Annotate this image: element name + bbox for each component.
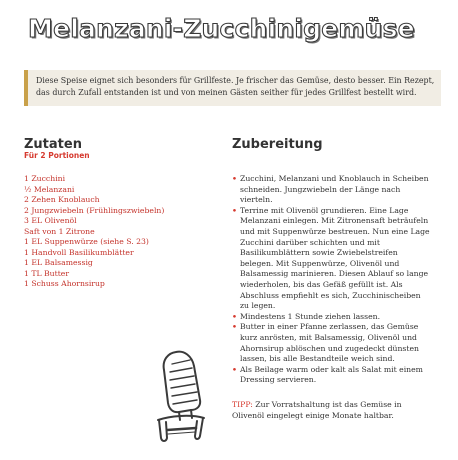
list-item: • Zucchini, Melanzani und Knoblauch in Scheiben schneiden. Jungzwiebeln der Länge nach vierteln. bbox=[232, 174, 432, 206]
tip-text: Zur Vorratshaltung ist das Gemüse in Olivenöl eingelegt einige Monate haltbar. bbox=[232, 400, 402, 420]
list-item: ½ Melanzani bbox=[24, 184, 75, 194]
list-item: 3 EL Olivenöl bbox=[24, 216, 77, 225]
list-item: 1 EL Suppenwürze (siehe S. 23) bbox=[24, 237, 149, 246]
list-item: • Mindestens 1 Stunde ziehen lassen. bbox=[232, 312, 432, 323]
preparation-heading: Zubereitung bbox=[232, 137, 323, 152]
tip-note bbox=[232, 400, 432, 421]
list-item: 2 Jungzwiebeln (Frühlingszwiebeln) bbox=[24, 205, 165, 215]
list-item: • Als Beilage warm oder kalt als Salat mit einem Dressing servieren. bbox=[232, 365, 432, 386]
preparation-steps bbox=[232, 174, 432, 386]
ingredients-list bbox=[24, 174, 164, 290]
list-item: 1 EL Balsamessig bbox=[24, 258, 93, 267]
list-item: 1 Zucchini bbox=[24, 174, 66, 183]
list-item: • Terrine mit Olivenöl grundieren. Eine Lage Melanzani einlegen. Mit Zitronensaft beträufeln und mit Suppenwürze bestreuen. Nun eine Lage Zucchini darüber schichten und mit Basilikumblättern sowie Zwiebelstreifen belegen. Mit Suppenwürze, Olivenöl und Balsamessig marinieren. Diesen Ablauf so lange wiederholen, bis das Gefäß gefüllt ist. Als Abschluss empfiehlt es sich, Zucchinischeiben zu legen. bbox=[232, 206, 432, 312]
intro-box: Diese Speise eignet sich besonders für Grillfeste. Je frischer das Gemüse, desto besser. Ein Rezept, das durch Zufall entstanden ist und von meinen Gästen seither für jedes Grillfest bestellt wird. bbox=[24, 70, 441, 106]
list-item: • Butter in einer Pfanne zerlassen, das Gemüse kurz anrösten, mit Balsamessig, Olivenöl und Ahornsirup ablöschen und zugedeckt dünsten lassen, bis alle Bestandteile weich sind. bbox=[232, 322, 432, 364]
list-item: 1 TL Butter bbox=[24, 268, 70, 278]
list-item: 1 Handvoll Basilikumblätter bbox=[24, 247, 134, 257]
tip-label: TIPP: bbox=[232, 400, 253, 409]
list-item: Saft von 1 Zitrone bbox=[24, 226, 95, 236]
ingredients-heading: Zutaten bbox=[24, 137, 82, 152]
list-item: 2 Zehen Knoblauch bbox=[24, 195, 100, 204]
vegetable-peeler-icon bbox=[150, 348, 208, 444]
list-item: 1 Schuss Ahornsirup bbox=[24, 279, 105, 288]
portions-label: Für 2 Portionen bbox=[24, 151, 90, 160]
recipe-title: Melanzani-Zucchinigemüse bbox=[28, 14, 415, 43]
